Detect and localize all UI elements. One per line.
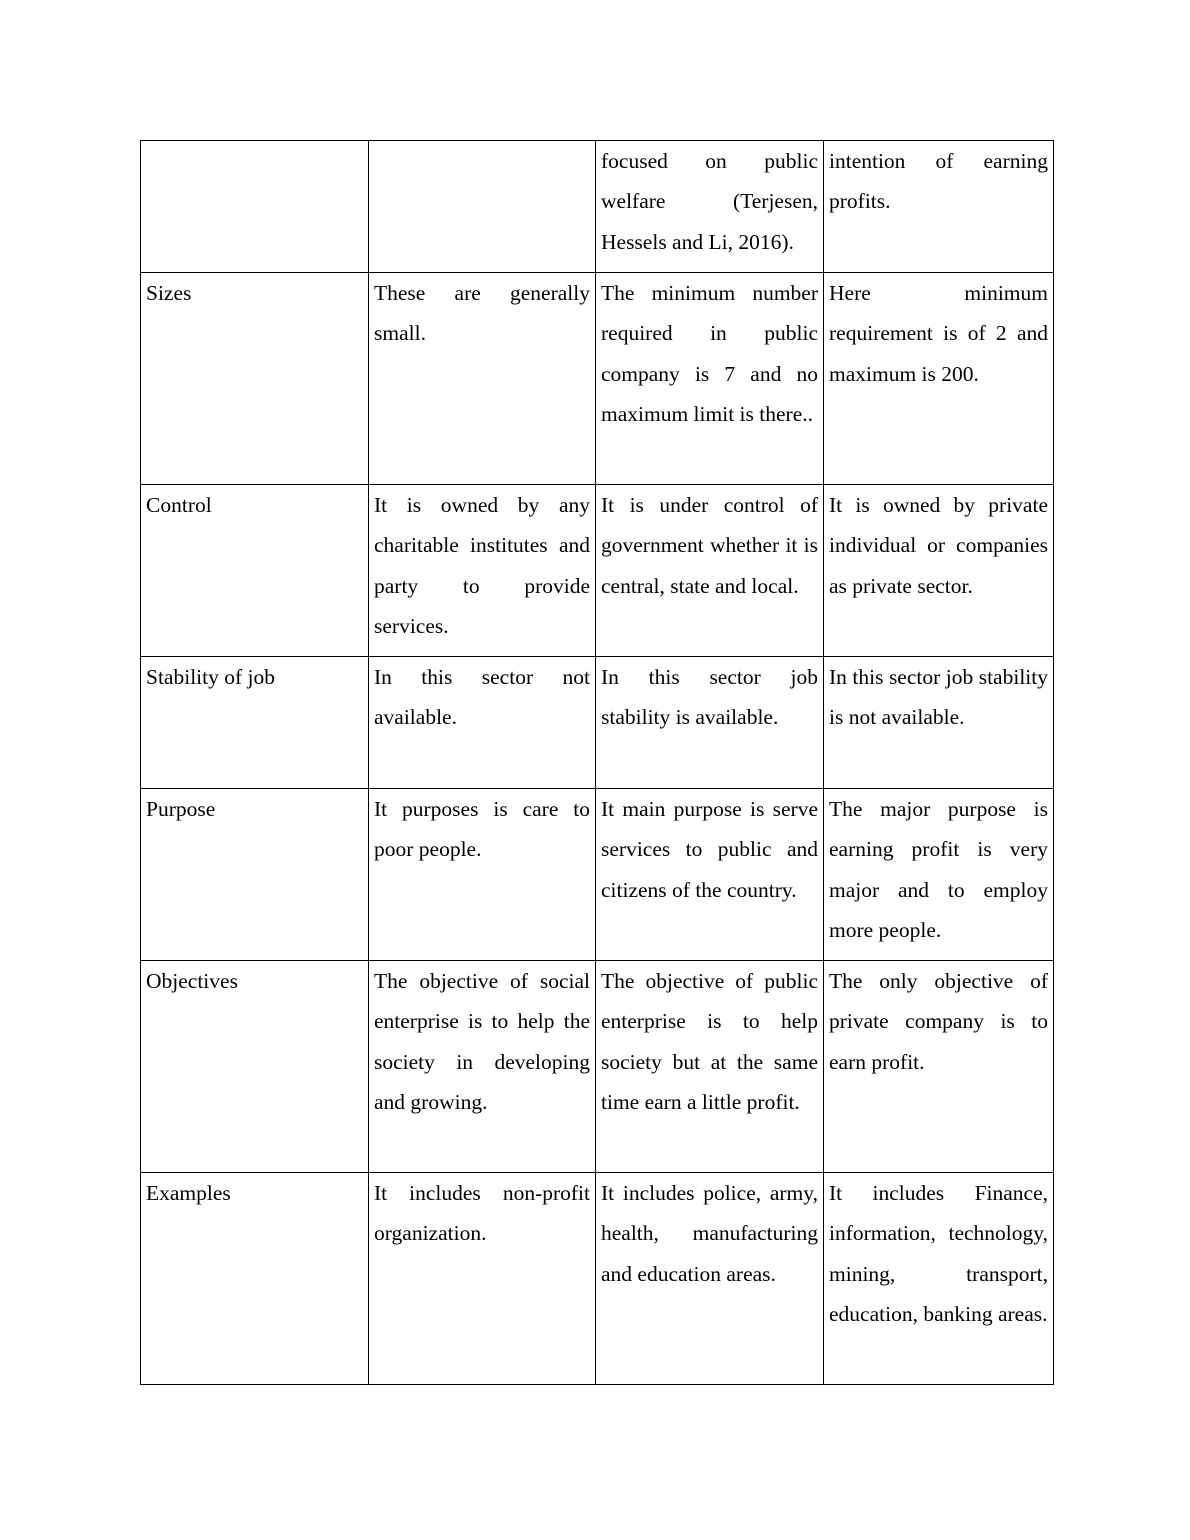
table-row (141, 961, 1054, 1173)
cell-text: In this sector job stability is not available. (829, 665, 1048, 730)
table-row (141, 789, 1054, 961)
private-enterprise-cell (824, 657, 1054, 789)
public-enterprise-cell (596, 961, 824, 1173)
private-enterprise-cell (824, 141, 1054, 273)
cell-text: The major purpose is earning profit is very major and to employ more people. (829, 797, 1048, 942)
private-enterprise-cell (824, 789, 1054, 961)
social-enterprise-cell (369, 485, 596, 657)
row-label-cell (141, 789, 369, 961)
table-row (141, 485, 1054, 657)
row-label-cell (141, 657, 369, 789)
cell-text: It includes police, army, health, manufacturing and education areas. (601, 1181, 818, 1286)
cell-text: It includes Finance, information, technology, mining, transport, education, banking areas. (829, 1181, 1048, 1326)
cell-text: The objective of public enterprise is to help society but at the same time earn a little profit. (601, 969, 818, 1114)
table-row (141, 1173, 1054, 1385)
row-label-cell (141, 485, 369, 657)
table-row (141, 141, 1054, 273)
social-enterprise-cell (369, 961, 596, 1173)
comparison-table (140, 140, 1054, 1385)
public-enterprise-cell (596, 657, 824, 789)
cell-text: focused on public welfare (Terjesen, Hessels and Li, 2016). (601, 149, 818, 254)
cell-text: The only objective of private company is to earn profit. (829, 969, 1048, 1074)
cell-text: It is under control of government whether it is central, state and local. (601, 493, 818, 598)
row-label-cell (141, 1173, 369, 1385)
private-enterprise-cell (824, 1173, 1054, 1385)
social-enterprise-cell (369, 141, 596, 273)
cell-text: It is owned by private individual or companies as private sector. (829, 493, 1048, 598)
social-enterprise-cell (369, 273, 596, 485)
row-label: Examples (146, 1181, 231, 1205)
cell-text: Here minimum requirement is of 2 and maximum is 200. (829, 281, 1048, 386)
row-label-cell (141, 273, 369, 485)
public-enterprise-cell (596, 789, 824, 961)
cell-text: The minimum number required in public company is 7 and no maximum limit is there.. (601, 281, 818, 426)
social-enterprise-cell (369, 1173, 596, 1385)
row-label-cell (141, 961, 369, 1173)
row-label: Control (146, 493, 212, 517)
cell-text: It is owned by any charitable institutes and party to provide services. (374, 493, 590, 638)
cell-text: It includes non-profit organization. (374, 1181, 590, 1246)
cell-text: In this sector not available. (374, 665, 590, 730)
social-enterprise-cell (369, 657, 596, 789)
public-enterprise-cell (596, 485, 824, 657)
public-enterprise-cell (596, 141, 824, 273)
cell-text: It purposes is care to poor people. (374, 797, 590, 862)
row-label-cell (141, 141, 369, 273)
table-row (141, 657, 1054, 789)
cell-text: These are generally small. (374, 281, 590, 346)
private-enterprise-cell (824, 273, 1054, 485)
table-row (141, 273, 1054, 485)
row-label: Objectives (146, 969, 238, 993)
social-enterprise-cell (369, 789, 596, 961)
public-enterprise-cell (596, 273, 824, 485)
public-enterprise-cell (596, 1173, 824, 1385)
row-label: Stability of job (146, 665, 275, 689)
private-enterprise-cell (824, 961, 1054, 1173)
row-label: Purpose (146, 797, 216, 821)
cell-text: It main purpose is serve services to public and citizens of the country. (601, 797, 818, 902)
row-label: Sizes (146, 281, 192, 305)
cell-text: In this sector job stability is available. (601, 665, 818, 730)
cell-text: intention of earning profits. (829, 149, 1048, 214)
private-enterprise-cell (824, 485, 1054, 657)
cell-text: The objective of social enterprise is to help the society in developing and growing. (374, 969, 590, 1114)
